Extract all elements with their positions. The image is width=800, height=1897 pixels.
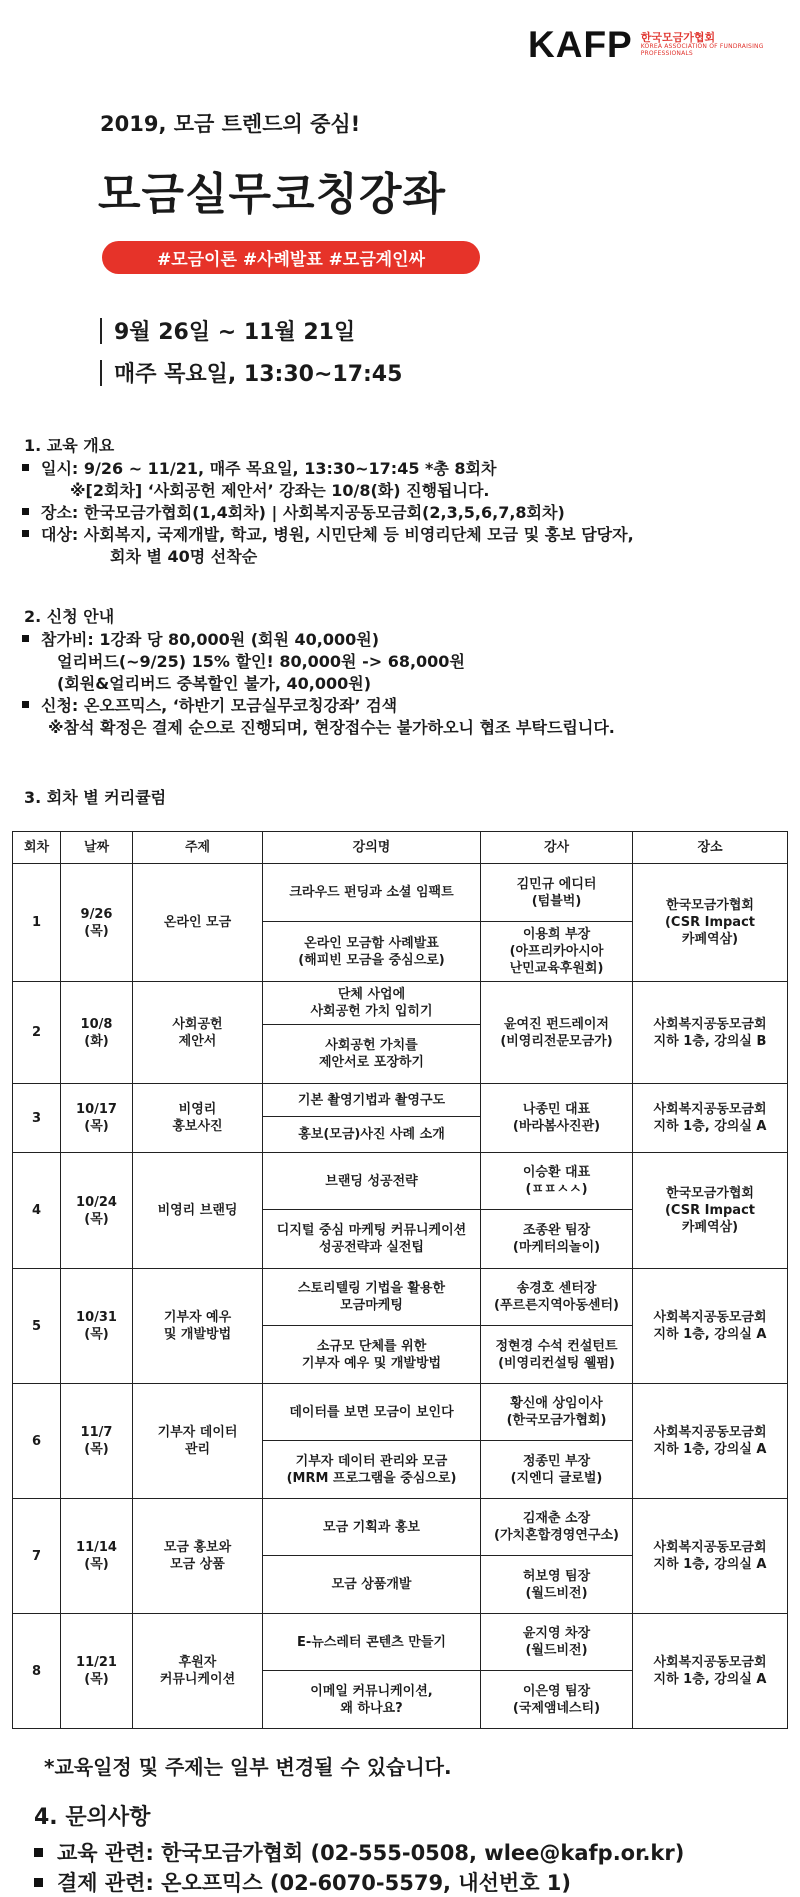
session-no: 5: [13, 1269, 61, 1384]
lecture-speaker: 정현경 수석 컨설턴트 (비영리컨설팅 웰펌): [481, 1326, 633, 1384]
session-topic: 기부자 데이터 관리: [133, 1384, 263, 1499]
kafp-logo: [528, 26, 800, 63]
logo-name-en: KOREA ASSOCIATION OF FUNDRAISING PROFESSIONALS: [640, 42, 764, 57]
col-header-date: 날짜: [61, 832, 133, 864]
session-location: 사회복지공동모금회 지하 1층, 강의실 B: [633, 982, 788, 1084]
table-row: [13, 1384, 788, 1441]
bullet-icon: [22, 508, 29, 515]
list-item: 대상: 사회복지, 국제개발, 학교, 병원, 시민단체 등 비영리단체 모금 및 홍보 담당자,: [22, 524, 634, 546]
lecture-title: 데이터를 보면 모금이 보인다: [263, 1384, 481, 1441]
session-topic: 후원자 커뮤니케이션: [133, 1614, 263, 1729]
list-item: 얼리버드(~9/25) 15% 할인! 80,000원 -> 68,000원: [57, 652, 465, 671]
list-item: ※참석 확정은 결제 순으로 진행되며, 현장접수는 불가하오니 협조 부탁드립니다.: [48, 718, 615, 737]
session-location: 사회복지공동모금회 지하 1층, 강의실 A: [633, 1499, 788, 1614]
session-location: 한국모금가협회 (CSR Impact 카페역삼): [633, 1153, 788, 1269]
session-no: 1: [13, 864, 61, 982]
section-1-body: [22, 458, 634, 568]
session-no: 4: [13, 1153, 61, 1269]
section-3-title: 3. 회차 별 커리큘럼: [24, 788, 167, 807]
table-row: [13, 1614, 788, 1671]
lecture-speaker: 이승환 대표 (ㅍㅍㅅㅅ): [481, 1153, 633, 1210]
session-location: 사회복지공동모금회 지하 1층, 강의실 A: [633, 1269, 788, 1384]
session-date: 11/21 (목): [61, 1614, 133, 1729]
lecture-title: 기부자 데이터 관리와 모금 (MRM 프로그램을 중심으로): [263, 1441, 481, 1499]
bullet-icon: [34, 1878, 43, 1887]
session-date: 9/26 (목): [61, 864, 133, 982]
lecture-title: 단체 사업에 사회공헌 가치 입히기: [263, 982, 481, 1025]
section-1-title: 1. 교육 개요: [24, 436, 115, 455]
lecture-speaker: 나종민 대표 (바라봄사진관): [481, 1084, 633, 1153]
list-item: 참가비: 1강좌 당 80,000원 (회원 40,000원): [22, 629, 615, 651]
session-location: 한국모금가협회 (CSR Impact 카페역삼): [633, 864, 788, 982]
lecture-title: 모금 기획과 홍보: [263, 1499, 481, 1556]
col-header-speaker: 강사: [481, 832, 633, 864]
list-item: (회원&얼리버드 중복할인 불가, 40,000원): [57, 674, 372, 693]
bullet-icon: [22, 530, 29, 537]
lecture-title: 스토리텔링 기법을 활용한 모금마케팅: [263, 1269, 481, 1326]
col-header-location: 장소: [633, 832, 788, 864]
session-date: 10/8 (화): [61, 982, 133, 1084]
lecture-speaker: 황신애 상임이사 (한국모금가협회): [481, 1384, 633, 1441]
table-header-row: [13, 832, 788, 864]
lecture-speaker: 허보영 팀장 (월드비전): [481, 1556, 633, 1614]
session-no: 6: [13, 1384, 61, 1499]
session-topic: 온라인 모금: [133, 864, 263, 982]
session-date: 10/31 (목): [61, 1269, 133, 1384]
lecture-title: 브랜딩 성공전략: [263, 1153, 481, 1210]
weekly-schedule-text: 매주 목요일, 13:30~17:45: [114, 362, 403, 387]
logo-name-ko: 한국모금가협회: [640, 30, 716, 44]
divider-bar: [100, 318, 102, 344]
lecture-speaker: 김민규 에디터 (텀블벅): [481, 864, 633, 922]
lecture-speaker: 이용희 부장 (아프리카아시아 난민교육후원회): [481, 922, 633, 982]
lecture-speaker: 송경호 센터장 (푸르른지역아동센터): [481, 1269, 633, 1326]
bullet-icon: [22, 464, 29, 471]
contact-education: 교육 관련: 한국모금가협회 (02-555-0508, wlee@kafp.or.kr): [34, 1837, 684, 1867]
session-no: 3: [13, 1084, 61, 1153]
lecture-title: 디지털 중심 마케팅 커뮤니케이션 성공전략과 실전팁: [263, 1210, 481, 1269]
page-title: 모금실무코칭강좌: [98, 169, 447, 220]
list-item: 신청: 온오프믹스, ‘하반기 모금실무코칭강좌’ 검색: [22, 695, 615, 717]
lecture-speaker: 김재춘 소장 (가치혼합경영연구소): [481, 1499, 633, 1556]
session-topic: 비영리 홍보사진: [133, 1084, 263, 1153]
session-no: 2: [13, 982, 61, 1084]
table-row: [13, 864, 788, 922]
table-row: [13, 1269, 788, 1326]
list-item: 회차 별 40명 선착순: [110, 547, 258, 566]
date-range: [100, 315, 355, 346]
lecture-title: 크라우드 펀딩과 소셜 임팩트: [263, 864, 481, 922]
session-date: 11/7 (목): [61, 1384, 133, 1499]
weekly-schedule: [100, 357, 402, 388]
lecture-speaker: 정종민 부장 (지엔디 글로벌): [481, 1441, 633, 1499]
curriculum-table: [12, 831, 788, 1729]
col-header-no: 회차: [13, 832, 61, 864]
logo-mark: KAFP: [528, 24, 633, 65]
lecture-title: 온라인 모금함 사례발표 (해피빈 모금을 중심으로): [263, 922, 481, 982]
table-row: [13, 1499, 788, 1556]
list-item: 장소: 한국모금가협회(1,4회차) | 사회복지공동모금회(2,3,5,6,7,8회차): [22, 502, 634, 524]
contact-payment: 결제 관련: 온오프믹스 (02-6070-5579, 내선번호 1): [34, 1867, 571, 1897]
schedule-note: *교육일정 및 주제는 일부 변경될 수 있습니다.: [44, 1755, 452, 1779]
session-topic: 기부자 예우 및 개발방법: [133, 1269, 263, 1384]
session-location: 사회복지공동모금회 지하 1층, 강의실 A: [633, 1384, 788, 1499]
session-topic: 모금 홍보와 모금 상품: [133, 1499, 263, 1614]
lecture-title: 모금 상품개발: [263, 1556, 481, 1614]
lecture-speaker: 이은영 팀장 (국제앰네스티): [481, 1671, 633, 1729]
page-subtitle: 2019, 모금 트렌드의 중심!: [100, 112, 361, 136]
lecture-title: 사회공헌 가치를 제안서로 포장하기: [263, 1025, 481, 1084]
divider-bar: [100, 360, 102, 386]
hashtag-badge: #모금이론 #사례발표 #모금계인싸: [102, 241, 480, 274]
lecture-title: 소규모 단체를 위한 기부자 예우 및 개발방법: [263, 1326, 481, 1384]
session-no: 8: [13, 1614, 61, 1729]
session-topic: 비영리 브랜딩: [133, 1153, 263, 1269]
session-date: 10/24 (목): [61, 1153, 133, 1269]
logo-text: [641, 32, 800, 57]
session-no: 7: [13, 1499, 61, 1614]
table-row: [13, 982, 788, 1025]
session-location: 사회복지공동모금회 지하 1층, 강의실 A: [633, 1084, 788, 1153]
section-4-title: 4. 문의사항: [34, 1805, 151, 1830]
section-2-body: [22, 629, 615, 739]
col-header-topic: 주제: [133, 832, 263, 864]
date-range-text: 9월 26일 ~ 11월 21일: [114, 320, 356, 345]
bullet-icon: [22, 701, 29, 708]
lecture-speaker: 윤지영 차장 (월드비전): [481, 1614, 633, 1671]
session-date: 10/17 (목): [61, 1084, 133, 1153]
table-row: [13, 1084, 788, 1117]
lecture-title: E-뉴스레터 콘텐츠 만들기: [263, 1614, 481, 1671]
bullet-icon: [34, 1848, 43, 1857]
lecture-speaker: 윤여진 펀드레이저 (비영리전문모금가): [481, 982, 633, 1084]
session-topic: 사회공헌 제안서: [133, 982, 263, 1084]
table-row: [13, 1153, 788, 1210]
lecture-title: 이메일 커뮤니케이션, 왜 하나요?: [263, 1671, 481, 1729]
session-location: 사회복지공동모금회 지하 1층, 강의실 A: [633, 1614, 788, 1729]
col-header-lecture: 강의명: [263, 832, 481, 864]
section-2-title: 2. 신청 안내: [24, 607, 115, 626]
list-item: ※[2회차] ‘사회공헌 제안서’ 강좌는 10/8(화) 진행됩니다.: [70, 481, 490, 500]
lecture-title: 홍보(모금)사진 사례 소개: [263, 1117, 481, 1153]
lecture-title: 기본 촬영기법과 촬영구도: [263, 1084, 481, 1117]
session-date: 11/14 (목): [61, 1499, 133, 1614]
lecture-speaker: 조종완 팀장 (마케터의놀이): [481, 1210, 633, 1269]
bullet-icon: [22, 635, 29, 642]
list-item: 일시: 9/26 ~ 11/21, 매주 목요일, 13:30~17:45 *총 8회차: [22, 458, 634, 480]
